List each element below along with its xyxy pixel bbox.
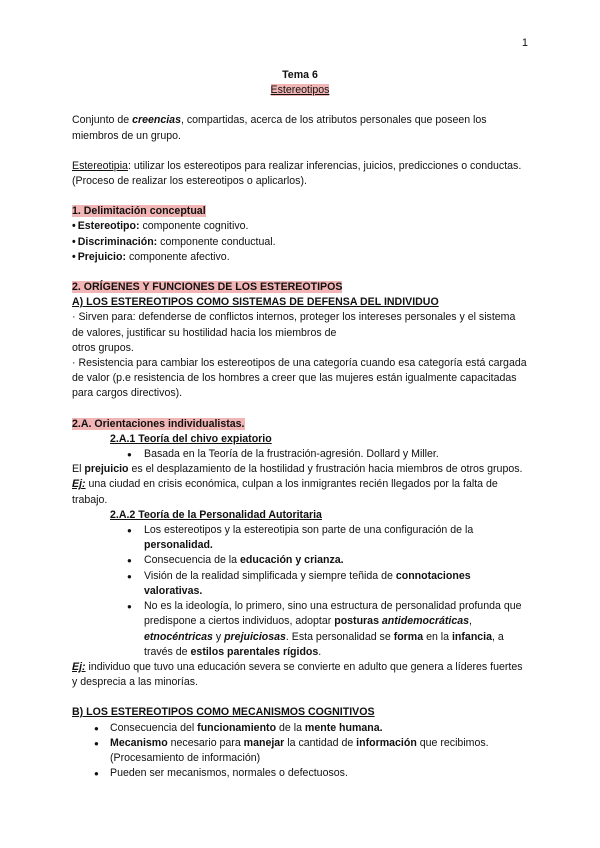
section2A1-list	[72, 447, 528, 462]
sectionB-list	[72, 721, 528, 782]
doc-title: Tema 6	[282, 69, 318, 81]
document-body	[72, 68, 528, 781]
section2-subA-paragraph-cont: otros grupos.	[72, 341, 134, 354]
list-item: ● Los estereotipos y la estereotipia son parte de una configuración de la personalidad.	[144, 523, 528, 553]
prejuicio-paragraph: El prejuicio es el desplazamiento de la hostilidad y frustración hacia miembros de otros grupos. Ej: una ciudad en crisis económica, culpan a los inmigrantes recién llegados por la falta de trabajo.	[72, 463, 523, 506]
section1-item: • Estereotipo: componente cognitivo.	[72, 219, 528, 234]
definition-paragraph: Conjunto de creencias, compartidas, acerca de los atributos personales que poseen los miembros de un grupo.	[72, 114, 487, 142]
example-paragraph: Ej: individuo que tuvo una educación severa se convierte en adulto que genera a líderes fuertes y desprecia a las minorías.	[72, 660, 523, 689]
section2-subA-paragraph2: · Resistencia para cambiar los estereotipos de una categoría cuando esa categoría está cargada de valor (p.e resistencia de los hombres a creer que las mujeres están igualmente capacitadas para cargos directivos).	[72, 357, 527, 400]
section2A2-list	[72, 523, 528, 660]
list-item: ● Consecuencia del funcionamiento de la mente humana.	[110, 721, 528, 736]
section2A2-heading: 2.A.2 Teoría de la Personalidad Autoritaria	[110, 508, 322, 521]
list-item: ● Pueden ser mecanismos, normales o defectuosos.	[110, 766, 528, 781]
sectionB-heading: B) LOS ESTEREOTIPOS COMO MECANISMOS COGNITIVOS	[72, 706, 375, 719]
section1-item: • Discriminación: componente conductual.	[72, 235, 528, 250]
estereotipia-paragraph: Estereotipia: utilizar los estereotipos para realizar inferencias, juicios, predicciones o conductas. (Proceso de realizar los estereotipos o aplicarlos).	[72, 159, 522, 188]
section2A-heading: 2.A. Orientaciones individualistas.	[72, 417, 245, 430]
section2-subA-paragraph: · Sirven para: defenderse de conflictos internos, proteger los intereses personales y el sistema de valores, justificar su hostilidad hacia los miembros de	[72, 311, 516, 339]
section1-heading: 1. Delimitación conceptual	[72, 205, 206, 218]
section2A1-heading: 2.A.1 Teoría del chivo expiatorio	[110, 432, 272, 445]
list-item: ● Visión de la realidad simplificada y siempre teñida de connotaciones valorativas.	[144, 569, 528, 599]
page-number: 1	[521, 37, 528, 49]
section2-subA-heading: A) LOS ESTEREOTIPOS COMO SISTEMAS DE DEFENSA DEL INDIVIDUO	[72, 296, 439, 309]
list-item: ● Consecuencia de la educación y crianza.	[144, 553, 528, 568]
section2-heading: 2. ORÍGENES Y FUNCIONES DE LOS ESTEREOTIPOS	[72, 281, 343, 294]
list-item: ● No es la ideología, lo primero, sino una estructura de personalidad profunda que predispone a ciertos individuos, adoptar posturas antidemocráticas, etnocéntricas y prejuiciosas. Esta personalidad se forma en la infancia, a través de estilos parentales rígidos.	[144, 599, 528, 660]
list-item: ● Basada en la Teoría de la frustración-agresión. Dollard y Miller.	[144, 447, 528, 462]
list-item: ● Mecanismo necesario para manejar la cantidad de información que recibimos. (Procesamiento de información)	[110, 736, 528, 766]
section1-item: • Prejuicio: componente afectivo.	[72, 250, 528, 265]
doc-subtitle: Estereotipos	[270, 84, 330, 97]
